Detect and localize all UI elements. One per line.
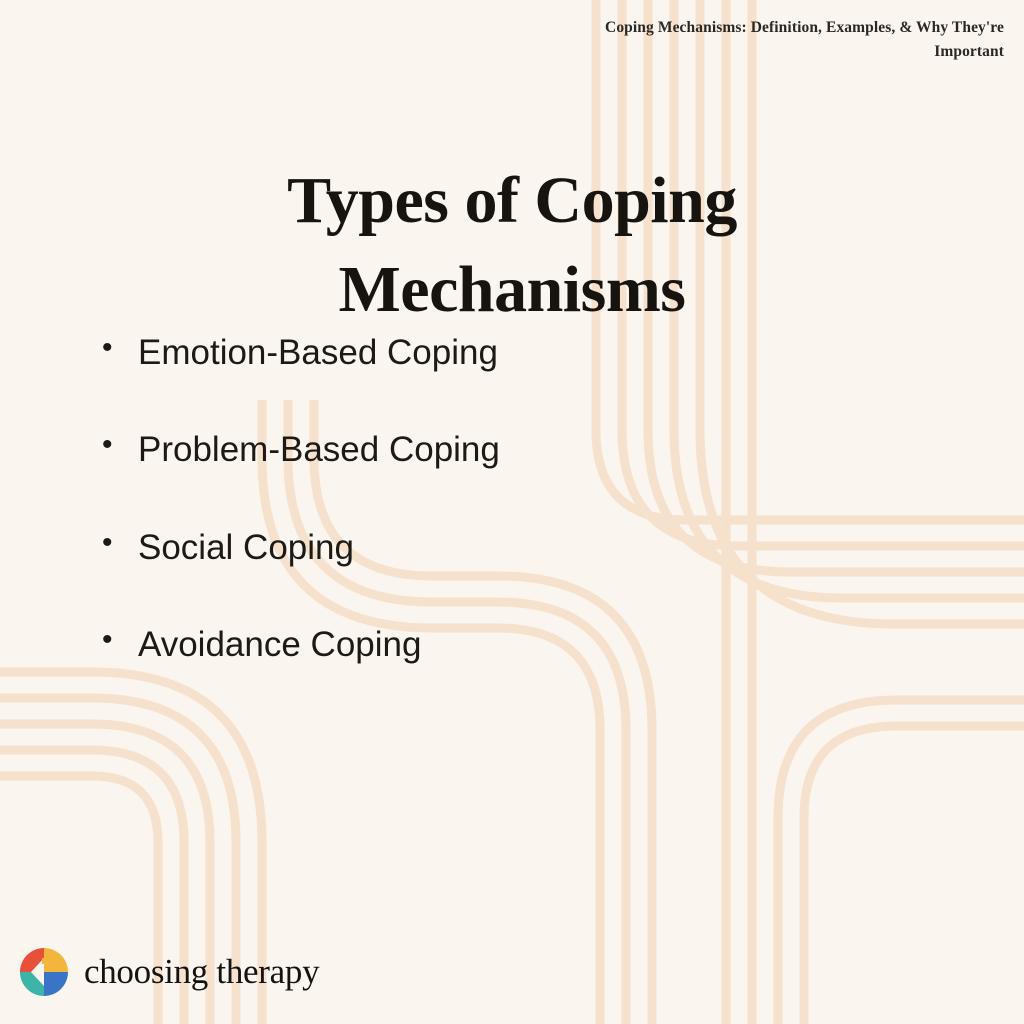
header-note: Coping Mechanisms: Definition, Examples, & Why They're Important bbox=[605, 19, 1004, 61]
page-title: Types of Coping Mechanisms bbox=[287, 164, 737, 327]
coping-types-list bbox=[96, 332, 796, 721]
list-item: • Avoidance Coping bbox=[96, 624, 796, 665]
logo-text: choosing therapy bbox=[84, 952, 320, 991]
list-item: • Problem-Based Coping bbox=[96, 429, 796, 470]
logo-mark-icon bbox=[18, 946, 70, 998]
brand-logo bbox=[18, 946, 319, 998]
list-item: • Social Coping bbox=[96, 527, 796, 568]
list-item: • Emotion-Based Coping bbox=[96, 332, 796, 373]
